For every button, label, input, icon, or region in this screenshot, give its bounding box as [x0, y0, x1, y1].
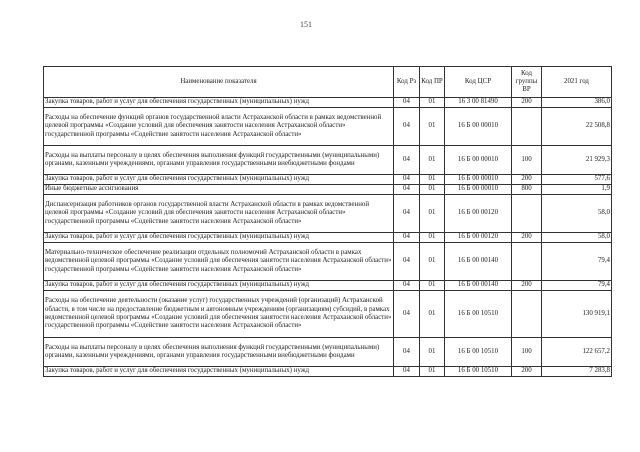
row-csr: 16 Б 00 10510 [445, 338, 512, 367]
row-amount: 22 508,8 [542, 108, 612, 146]
row-name: Закупка товаров, работ и услуг для обеспечения государственных (муниципальных) нужд [44, 98, 394, 108]
row-name: Закупка товаров, работ и услуг для обеспечения государственных (муниципальных) нужд [44, 281, 394, 291]
row-pr: 01 [420, 233, 445, 243]
row-pr: 01 [420, 98, 445, 108]
row-vr: 200 [512, 367, 542, 377]
row-rz: 04 [394, 291, 420, 338]
page-number: 151 [300, 20, 312, 29]
row-csr: 16 Б 00 00010 [445, 185, 512, 195]
table-row [44, 175, 612, 185]
row-pr: 01 [420, 338, 445, 367]
row-vr: 800 [512, 185, 542, 195]
header-name: Наименование показателя [44, 67, 394, 98]
row-csr: 16 Б 00 00010 [445, 146, 512, 175]
row-amount: 58,0 [542, 233, 612, 243]
row-rz: 04 [394, 281, 420, 291]
table-row [44, 367, 612, 377]
table-row [44, 291, 612, 338]
table-row [44, 146, 612, 175]
row-pr: 01 [420, 195, 445, 233]
row-rz: 04 [394, 108, 420, 146]
row-csr: 16 Б 00 00010 [445, 175, 512, 185]
row-rz: 04 [394, 233, 420, 243]
table-row [44, 338, 612, 367]
row-vr: 200 [512, 175, 542, 185]
budget-table [43, 66, 612, 377]
row-name: Расходы на обеспечение функций органов государственной власти Астраханской области в рамках ведомственной целевой программы «Создание условий для обеспечения занятости населения Астраханской области» государственной программы «Содействие занятости населения Астраханской области» [44, 108, 394, 146]
row-rz: 04 [394, 243, 420, 281]
row-amount: 58,0 [542, 195, 612, 233]
row-csr: 16 Б 00 10510 [445, 367, 512, 377]
row-amount: 1,9 [542, 185, 612, 195]
row-name: Закупка товаров, работ и услуг для обеспечения государственных (муниципальных) нужд [44, 233, 394, 243]
row-rz: 04 [394, 195, 420, 233]
row-vr [512, 108, 542, 146]
table-row [44, 233, 612, 243]
row-name: Расходы на выплаты персоналу в целях обеспечения выполнения функций государственными (муниципальными) органами, казенными учреждениями, органами управления государственными внебюджетными фондами [44, 146, 394, 175]
row-csr: 16 Б 00 00120 [445, 195, 512, 233]
row-name: Закупка товаров, работ и услуг для обеспечения государственных (муниципальных) нужд [44, 175, 394, 185]
row-csr: 16 Б 00 00140 [445, 243, 512, 281]
row-vr: 100 [512, 338, 542, 367]
row-pr: 01 [420, 185, 445, 195]
table-header-row [44, 67, 612, 98]
row-name: Диспансеризация работников органов государственной власти Астраханской области в рамках ведомственной целевой программы «Создание условий для обеспечения занятости населения Астраханской области» государственной программы «Содействие занятости населения Астраханской области» [44, 195, 394, 233]
header-pr: Код ПР [420, 67, 445, 98]
row-pr: 01 [420, 175, 445, 185]
row-vr [512, 243, 542, 281]
row-csr: 16 Б 00 10510 [445, 291, 512, 338]
row-csr: 16 Б 00 00010 [445, 108, 512, 146]
row-amount: 577,6 [542, 175, 612, 185]
row-amount: 21 929,3 [542, 146, 612, 175]
table-row [44, 243, 612, 281]
row-csr: 16 3 00 81490 [445, 98, 512, 108]
row-vr: 200 [512, 281, 542, 291]
row-name: Расходы на выплаты персоналу в целях обеспечения выполнения функций государственными (муниципальными) органами, казенными учреждениями, органами управления государственными внебюджетными фондами [44, 338, 394, 367]
header-amount: 2021 год [542, 67, 612, 98]
table-row [44, 108, 612, 146]
header-csr: Код ЦСР [445, 67, 512, 98]
row-pr: 01 [420, 281, 445, 291]
row-vr: 200 [512, 98, 542, 108]
row-vr [512, 291, 542, 338]
row-amount: 79,4 [542, 281, 612, 291]
row-vr: 100 [512, 146, 542, 175]
table-row [44, 195, 612, 233]
row-amount: 122 657,2 [542, 338, 612, 367]
header-rz: Код Рз [394, 67, 420, 98]
row-rz: 04 [394, 98, 420, 108]
row-name: Материально-техническое обеспечение реализации отдельных полномочий Астраханской области в рамках ведомственной целевой программы «Создание условий для обеспечения занятости населения Астраханской области» государственной программы «Содействие занятости населения Астраханской области» [44, 243, 394, 281]
row-rz: 04 [394, 185, 420, 195]
table-row [44, 98, 612, 108]
row-rz: 04 [394, 367, 420, 377]
row-pr: 01 [420, 243, 445, 281]
row-vr [512, 195, 542, 233]
row-csr: 16 Б 00 00120 [445, 233, 512, 243]
row-name: Закупка товаров, работ и услуг для обеспечения государственных (муниципальных) нужд [44, 367, 394, 377]
row-pr: 01 [420, 367, 445, 377]
row-rz: 04 [394, 146, 420, 175]
row-pr: 01 [420, 108, 445, 146]
row-rz: 04 [394, 338, 420, 367]
row-pr: 01 [420, 146, 445, 175]
row-amount: 386,0 [542, 98, 612, 108]
row-vr: 200 [512, 233, 542, 243]
row-name: Расходы на обеспечение деятельности (оказание услуг) государственных учреждений (организаций) Астраханской области, в том числе на предоставление бюджетным и автономным учреждениям (организациям) субсидий, в рамках ведомственной целевой программы «Создание условий для обеспечения занятости населения Астраханской области» государственной программы «Содействие занятости населения Астраханской области» [44, 291, 394, 338]
table-row [44, 281, 612, 291]
row-amount: 130 919,1 [542, 291, 612, 338]
row-amount: 7 283,8 [542, 367, 612, 377]
row-rz: 04 [394, 175, 420, 185]
row-csr: 16 Б 00 00140 [445, 281, 512, 291]
header-vr: Код группы ВР [512, 67, 542, 98]
row-amount: 79,4 [542, 243, 612, 281]
row-name: Иные бюджетные ассигнования [44, 185, 394, 195]
table-row [44, 185, 612, 195]
row-pr: 01 [420, 291, 445, 338]
